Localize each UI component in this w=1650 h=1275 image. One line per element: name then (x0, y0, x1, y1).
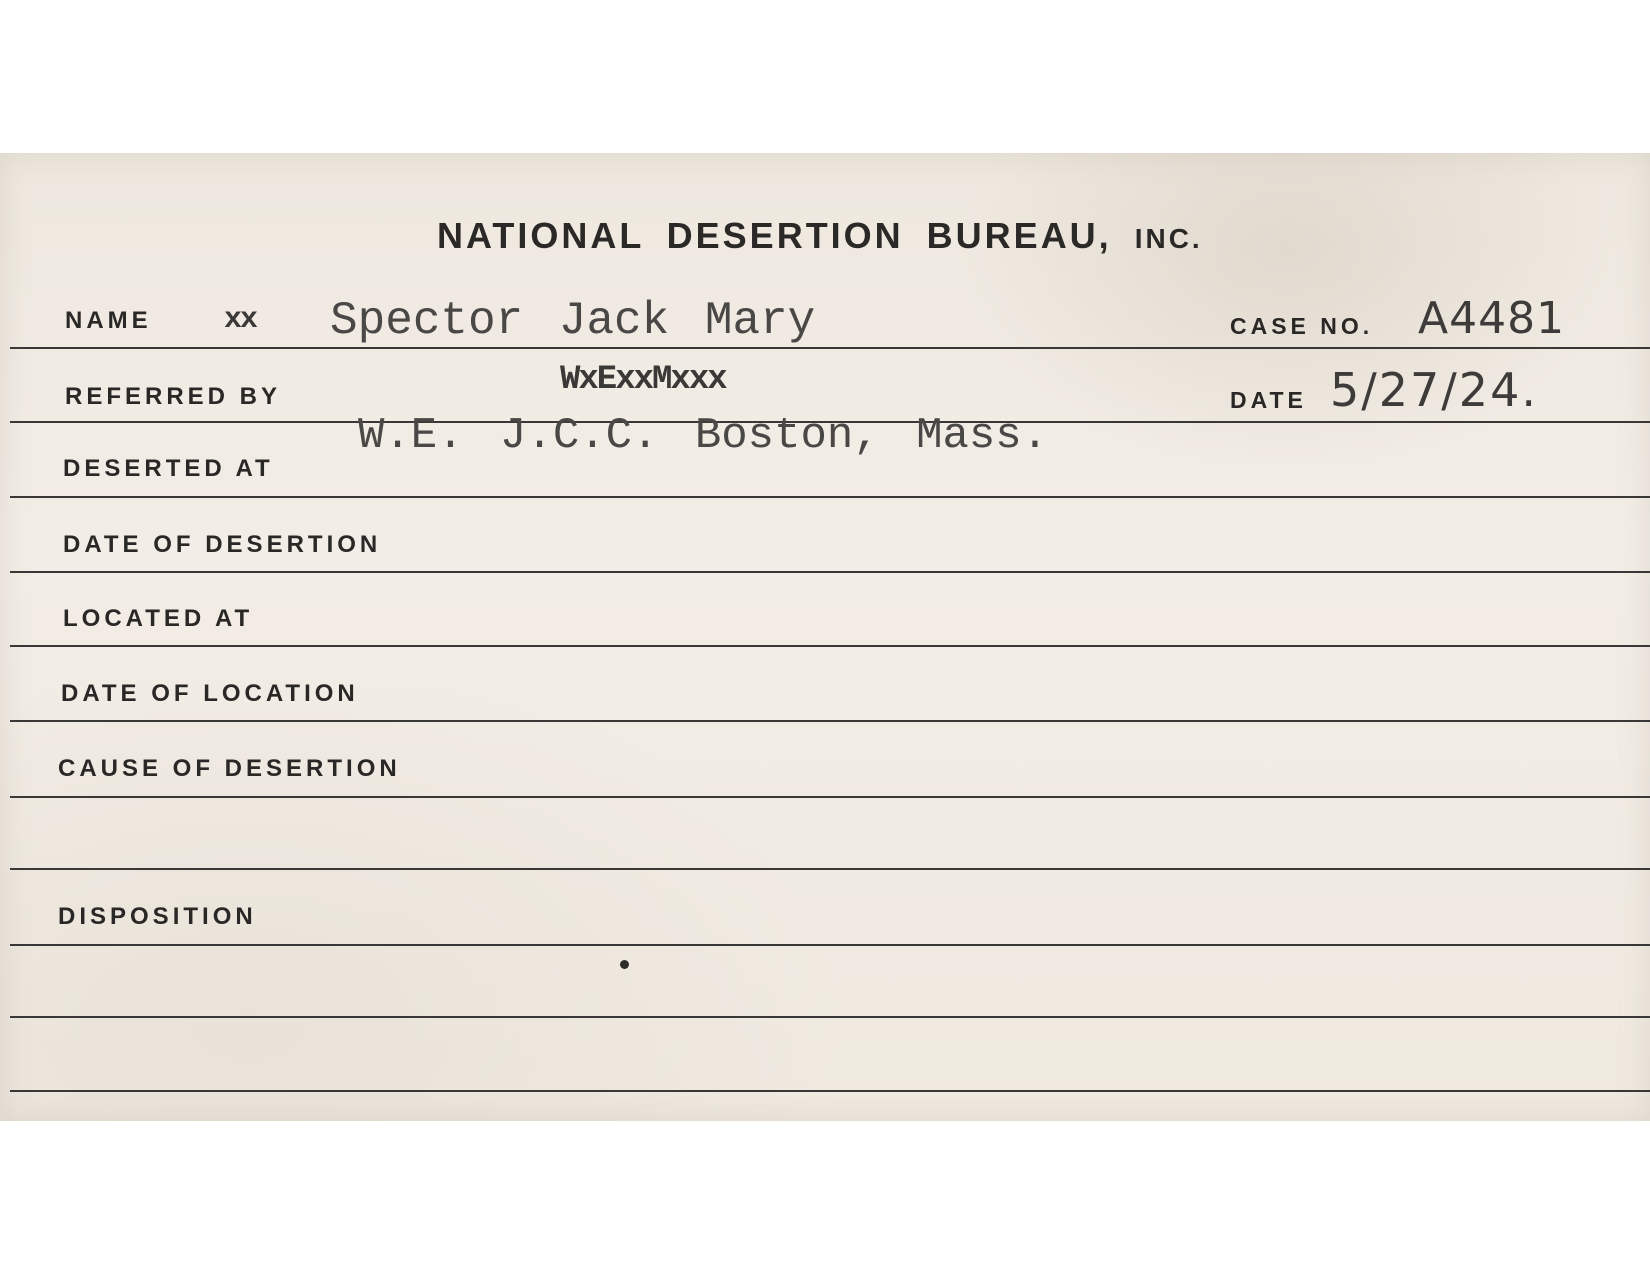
rule-disposition-extra-2 (10, 1090, 1650, 1092)
case-no-value: A4481 (1418, 293, 1566, 344)
rule-date-of-desertion (10, 571, 1650, 573)
referred-by-value: W.E. J.C.C. Boston, Mass. (358, 411, 1049, 461)
label-disposition: DISPOSITION (58, 903, 257, 930)
name-value: Spector Jack Mary (330, 295, 816, 347)
rule-name (10, 347, 1650, 349)
referred-by-struck-text: WxExxMxxx (560, 361, 726, 399)
label-located-at: LOCATED AT (63, 605, 254, 632)
rule-disposition (10, 944, 1650, 946)
card-title (437, 215, 1203, 257)
date-value: 5/27/24. (1330, 363, 1538, 417)
name-struck-text: xx (224, 303, 257, 337)
label-cause-of-desertion: CAUSE OF DESERTION (58, 755, 401, 782)
rule-located-at (10, 645, 1650, 647)
label-name: NAME (65, 307, 152, 334)
label-date: DATE (1230, 387, 1307, 413)
label-date-of-location: DATE OF LOCATION (61, 680, 359, 707)
label-referred-by: REFERRED BY (65, 383, 282, 410)
index-card (0, 153, 1650, 1121)
label-deserted-at: DESERTED AT (63, 455, 274, 482)
title-suffix: INC. (1134, 223, 1203, 254)
rule-cause-extra (10, 868, 1650, 870)
title-main: NATIONAL DESERTION BUREAU, (437, 215, 1112, 256)
rule-cause-of-desertion (10, 796, 1650, 798)
rule-date-of-location (10, 720, 1650, 722)
rule-deserted-at (10, 496, 1650, 498)
label-date-of-desertion: DATE OF DESERTION (63, 531, 382, 558)
rule-disposition-extra-1 (10, 1016, 1650, 1018)
ink-dot (620, 960, 629, 969)
label-case-no: CASE NO. (1230, 313, 1374, 339)
